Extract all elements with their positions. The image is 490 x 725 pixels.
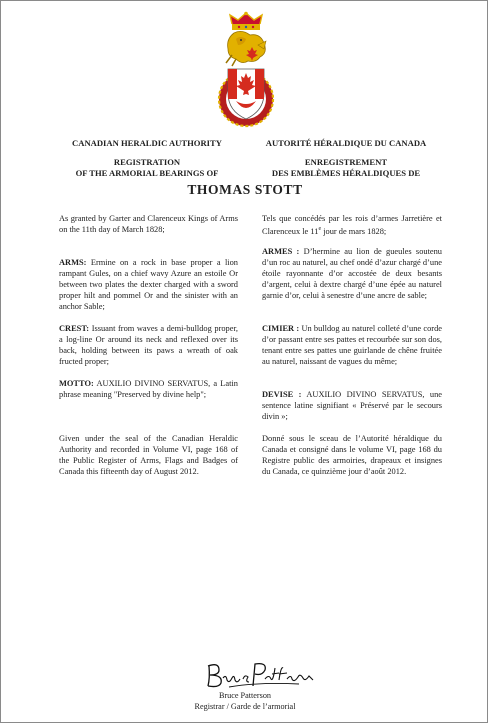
- given-statement-fr: Donné sous le sceau de l’Autorité héraldique du Canada et consigné dans le volume VI, page 168 du Registre public des armoiries, drapeaux et insignes du Canada, ce quinzième jour d’août 2012.: [262, 434, 442, 476]
- motto-en: [59, 378, 238, 433]
- crest-label-fr: CIMIER :: [262, 324, 300, 333]
- heraldic-authority-emblem: [212, 11, 280, 129]
- recipient-name: THOMAS STOTT: [187, 182, 303, 197]
- intro-en: As granted by Garter and Clarenceux Kings of Arms on the 11th day of March 1828;: [59, 214, 238, 234]
- motto-label-fr: DEVISE :: [262, 390, 302, 399]
- crest-label-en: CREST:: [59, 324, 90, 333]
- crest-text-fr: Un bulldog au naturel colleté d’une corde d’or passant entre ses pattes et recourbée sur son dos, tenant entre ses pattes une guirlande de chêne fruitée au naturel, naissant de vagues du même;: [262, 324, 442, 366]
- arms-blazon-en: [59, 257, 238, 323]
- crest-blazon-fr: [262, 323, 442, 389]
- intro-fr: [262, 213, 442, 246]
- arms-label-en: ARMS:: [59, 258, 87, 267]
- handwritten-signature: [199, 658, 319, 690]
- arms-text-en: Ermine on a rock in base proper a lion rampant Gules, on a chief wavy Azure an estoile Or between two plates the dexter charged with a sword proper hilt and pommel Or and the sinister with an anchor Sable;: [59, 258, 238, 311]
- crest-text-en: Issuant from waves a demi-bulldog proper, a log-line Or around its neck and reflexed over its back, holding between its paws a wreath of oak fructed proper;: [59, 324, 238, 366]
- motto-text-fr: AUXILIO DIVINO SERVATUS, une sentence latine signifiant « Préservé par le secours divin »;: [262, 390, 442, 421]
- motto-text-en: AUXILIO DIVINO SERVATUS, a Latin phrase meaning "Preserved by divine help";: [59, 379, 238, 399]
- registration-subtitle-fr: DES EMBLÈMES HÉRALDIQUES DE: [271, 168, 421, 178]
- motto-fr: [262, 389, 442, 433]
- french-column: [262, 213, 442, 477]
- registration-title-fr: ENREGISTREMENT: [304, 157, 388, 167]
- header-right: [251, 138, 441, 179]
- intro-fr-superscript: e: [318, 226, 322, 232]
- authority-name-en: CANADIAN HERALDIC AUTHORITY: [72, 138, 222, 148]
- lion-icon: [226, 31, 266, 66]
- signatory-block: [1, 691, 489, 712]
- registration-title-en: REGISTRATION: [113, 157, 181, 167]
- arms-label-fr: ARMES :: [262, 247, 300, 256]
- intro-fr-text-end: jour de mars 1828;: [321, 226, 387, 236]
- signatory-title: Registrar / Garde de l’armorial: [194, 701, 296, 711]
- header-left: [53, 138, 241, 179]
- signatory-name: Bruce Patterson: [218, 691, 272, 700]
- given-statement-en: Given under the seal of the Canadian Heraldic Authority and recorded in Volume VI, page 168 of the Public Register of Arms, Flags and Badges of Canada this fifteenth day of August 2012.: [59, 434, 238, 476]
- intro-fr-text: Tels que concédés par les rois d’armes Jarretière et Clarenceux le 11: [262, 214, 442, 236]
- english-column: [59, 213, 238, 477]
- arms-blazon-fr: [262, 246, 442, 323]
- authority-name-fr: AUTORITÉ HÉRALDIQUE DU CANADA: [265, 138, 427, 148]
- crown-icon: [230, 12, 262, 30]
- arms-text-fr: D’hermine au lion de gueules soutenu d’un roc au naturel, au chef ondé d’azur chargé d’une étoile rayonnante d’or accostée de deux besants d’argent, celui à dextre chargé d’une épée au naturel garnie d’or, celui à senestre d’une ancre de sable;: [262, 247, 442, 300]
- motto-label-en: MOTTO:: [59, 379, 94, 388]
- registration-subtitle-en: OF THE ARMORIAL BEARINGS OF: [75, 168, 219, 178]
- crest-blazon-en: [59, 323, 238, 378]
